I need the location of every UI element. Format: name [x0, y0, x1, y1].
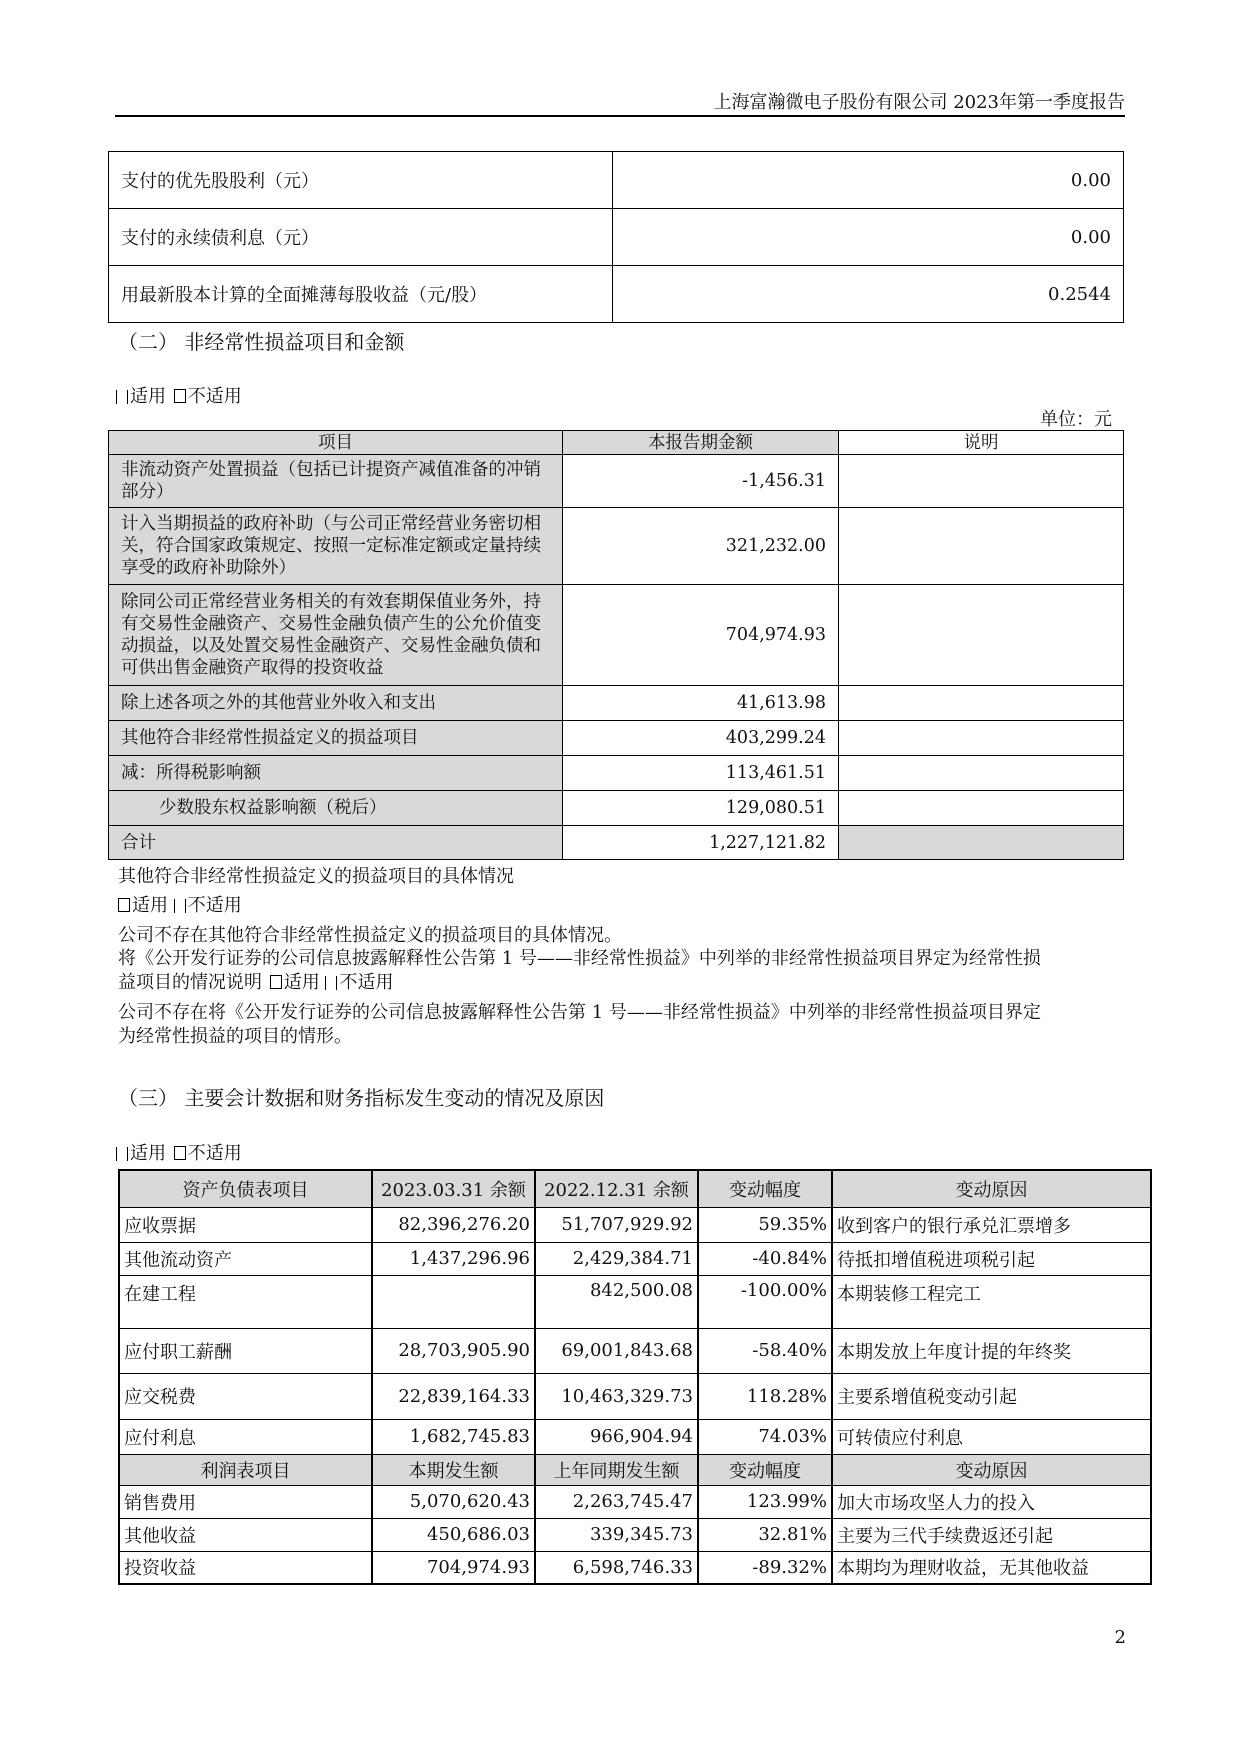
value-cell: 22,839,164.33: [372, 1373, 535, 1419]
row-label: 支付的优先股股利（元）: [109, 152, 613, 209]
column-header: 上年同期发生额: [535, 1454, 698, 1485]
amount-cell: 41,613.98: [563, 686, 839, 721]
item-cell: 计入当期损益的政府补助（与公司正常经营业务密切相关，符合国家政策规定、按照一定标准定额或定量持续享受的政府补助除外）: [109, 508, 563, 585]
section3-title: （三） 主要会计数据和财务指标发生变动的情况及原因: [118, 1086, 605, 1110]
value-cell: 842,500.08: [535, 1275, 698, 1328]
column-header: 2022.12.31 余额: [535, 1170, 698, 1207]
percent-cell: 74.03%: [698, 1419, 832, 1454]
item-cell: 除上述各项之外的其他营业外收入和支出: [109, 686, 563, 721]
table-row: [119, 1518, 1151, 1551]
total-row: [109, 826, 1124, 860]
column-header: 2023.03.31 余额: [372, 1170, 535, 1207]
percent-cell: 59.35%: [698, 1207, 832, 1242]
table-row: [109, 585, 1124, 686]
value-cell: 6,598,746.33: [535, 1551, 698, 1584]
item-cell: 非流动资产处置损益（包括已计提资产减值准备的冲销部分）: [109, 455, 563, 508]
amount-cell: 321,232.00: [563, 508, 839, 585]
value-cell: 1,682,745.83: [372, 1419, 535, 1454]
row-value: 0.2544: [613, 266, 1124, 323]
reason-cell: 主要系增值税变动引起: [832, 1373, 1151, 1419]
changes-table: [118, 1169, 1152, 1585]
value-cell: 339,345.73: [535, 1518, 698, 1551]
checked-box-icon: [174, 899, 186, 913]
percent-cell: 123.99%: [698, 1485, 832, 1518]
value-cell: 2,263,745.47: [535, 1485, 698, 1518]
page-header: 上海富瀚微电子股份有限公司 2023年第一季度报告: [713, 92, 1125, 113]
item-cell: 除同公司正常经营业务相关的有效套期保值业务外，持有交易性金融资产、交易性金融负债产生的公允价值变动损益，以及处置交易性金融资产、交易性金融负债和可供出售金融资产取得的投资收益: [109, 585, 563, 686]
reason-cell: 本期均为理财收益，无其他收益: [832, 1551, 1151, 1584]
row-value: 0.00: [613, 152, 1124, 209]
item-cell: 其他流动资产: [119, 1242, 372, 1275]
row-value: 0.00: [613, 209, 1124, 266]
row-label: 支付的永续债利息（元）: [109, 209, 613, 266]
nonrecurring-table: [108, 430, 1124, 860]
table-row: [119, 1373, 1151, 1419]
amount-cell: 1,227,121.82: [563, 826, 839, 860]
item-cell: 在建工程: [119, 1275, 372, 1328]
table-row: [109, 756, 1124, 791]
value-cell: 5,070,620.43: [372, 1485, 535, 1518]
reason-cell: 收到客户的银行承兑汇票增多: [832, 1207, 1151, 1242]
unit-label: 单位：元: [1040, 409, 1112, 430]
column-header: 利润表项目: [119, 1454, 372, 1485]
reason-cell: 主要为三代手续费返还引起: [832, 1518, 1151, 1551]
item-cell: 投资收益: [119, 1551, 372, 1584]
section2-applicability: 适用 不适用: [116, 382, 242, 408]
other-items-title: 其他符合非经常性损益定义的损益项目的具体情况: [118, 866, 514, 887]
column-header: 变动原因: [832, 1170, 1151, 1207]
definition-text-2: 为经常性损益的项目的情形。: [118, 1026, 352, 1047]
amount-cell: 403,299.24: [563, 721, 839, 756]
value-cell: 10,463,329.73: [535, 1373, 698, 1419]
table-row: [109, 686, 1124, 721]
value-cell: 1,437,296.96: [372, 1242, 535, 1275]
item-cell: 其他符合非经常性损益定义的损益项目: [109, 721, 563, 756]
note-cell: [839, 585, 1124, 686]
page-number: 2: [1114, 1627, 1126, 1648]
note-cell: [839, 791, 1124, 826]
item-cell: 应付职工薪酬: [119, 1328, 372, 1373]
value-cell: 82,396,276.20: [372, 1207, 535, 1242]
percent-cell: 32.81%: [698, 1518, 832, 1551]
percent-cell: 118.28%: [698, 1373, 832, 1419]
column-header: 变动原因: [832, 1454, 1151, 1485]
table-row: [109, 721, 1124, 756]
checkbox-icon: [270, 975, 282, 989]
note-cell: [839, 826, 1124, 860]
value-cell: 51,707,929.92: [535, 1207, 698, 1242]
reason-cell: 本期装修工程完工: [832, 1275, 1151, 1328]
value-cell: 704,974.93: [372, 1551, 535, 1584]
note-cell: [839, 455, 1124, 508]
item-cell: 应收票据: [119, 1207, 372, 1242]
item-cell: 其他收益: [119, 1518, 372, 1551]
table-row: [119, 1242, 1151, 1275]
checkbox-icon: [174, 389, 186, 403]
item-cell: 少数股东权益影响额（税后）: [109, 791, 563, 826]
item-cell: 销售费用: [119, 1485, 372, 1518]
column-header: 项目: [109, 431, 563, 455]
percent-cell: -100.00%: [698, 1275, 832, 1328]
table-row: [109, 152, 1124, 209]
header-divider: [115, 115, 1125, 117]
reason-cell: 待抵扣增值税进项税引起: [832, 1242, 1151, 1275]
table-row: [109, 209, 1124, 266]
eps-table: [108, 151, 1124, 323]
table-header-row: [109, 431, 1124, 455]
checked-box-icon: [325, 976, 337, 990]
definition-text-1: 公司不存在将《公开发行证券的公司信息披露解释性公告第 1 号——非经常性损益》中列举的非经常性损益项目界定: [118, 1002, 1041, 1023]
item-cell: 减：所得税影响额: [109, 756, 563, 791]
table-row: [119, 1328, 1151, 1373]
percent-cell: -40.84%: [698, 1242, 832, 1275]
value-cell: 2,429,384.71: [535, 1242, 698, 1275]
table-row: [109, 791, 1124, 826]
table-row: [109, 508, 1124, 585]
note-cell: [839, 686, 1124, 721]
reason-cell: 加大市场攻坚人力的投入: [832, 1485, 1151, 1518]
table-row: [119, 1275, 1151, 1328]
reason-cell: 可转债应付利息: [832, 1419, 1151, 1454]
value-cell: 28,703,905.90: [372, 1328, 535, 1373]
item-cell: 应付利息: [119, 1419, 372, 1454]
section3-applicability: 适用 不适用: [116, 1139, 242, 1165]
section2-title: （二） 非经常性损益项目和金额: [118, 330, 405, 354]
column-header: 变动幅度: [698, 1170, 832, 1207]
checked-box-icon: [116, 1147, 128, 1161]
other-items-applicability: 适用 不适用: [116, 891, 242, 917]
value-cell: [372, 1275, 535, 1328]
other-items-text: 公司不存在其他符合非经常性损益定义的损益项目的具体情况。: [118, 925, 622, 946]
note-cell: [839, 721, 1124, 756]
checkbox-icon: [174, 1146, 186, 1160]
column-header: 本期发生额: [372, 1454, 535, 1485]
definition-line-1: 将《公开发行证券的公司信息披露解释性公告第 1 号——非经常性损益》中列举的非经常性损益项目界定为经常性损: [118, 948, 1041, 969]
item-cell: 应交税费: [119, 1373, 372, 1419]
percent-cell: -89.32%: [698, 1551, 832, 1584]
table-row: [119, 1551, 1151, 1584]
amount-cell: 113,461.51: [563, 756, 839, 791]
table-row: [109, 266, 1124, 323]
checked-box-icon: [116, 390, 128, 404]
table-row: [119, 1485, 1151, 1518]
value-cell: 450,686.03: [372, 1518, 535, 1551]
definition-line-2: 益项目的情况说明 适用 不适用: [118, 972, 394, 993]
column-header: 说明: [839, 431, 1124, 455]
amount-cell: 704,974.93: [563, 585, 839, 686]
table-row: [119, 1419, 1151, 1454]
table-row: [119, 1207, 1151, 1242]
column-header: 变动幅度: [698, 1454, 832, 1485]
note-cell: [839, 756, 1124, 791]
item-cell: 合计: [109, 826, 563, 860]
table-header-row: [119, 1170, 1151, 1207]
percent-cell: -58.40%: [698, 1328, 832, 1373]
row-label: 用最新股本计算的全面摊薄每股收益（元/股）: [109, 266, 613, 323]
table-header-row: [119, 1454, 1151, 1485]
column-header: 本报告期金额: [563, 431, 839, 455]
column-header: 资产负债表项目: [119, 1170, 372, 1207]
reason-cell: 本期发放上年度计提的年终奖: [832, 1328, 1151, 1373]
amount-cell: 129,080.51: [563, 791, 839, 826]
table-row: [109, 455, 1124, 508]
value-cell: 966,904.94: [535, 1419, 698, 1454]
amount-cell: -1,456.31: [563, 455, 839, 508]
value-cell: 69,001,843.68: [535, 1328, 698, 1373]
checkbox-icon: [118, 898, 130, 912]
note-cell: [839, 508, 1124, 585]
